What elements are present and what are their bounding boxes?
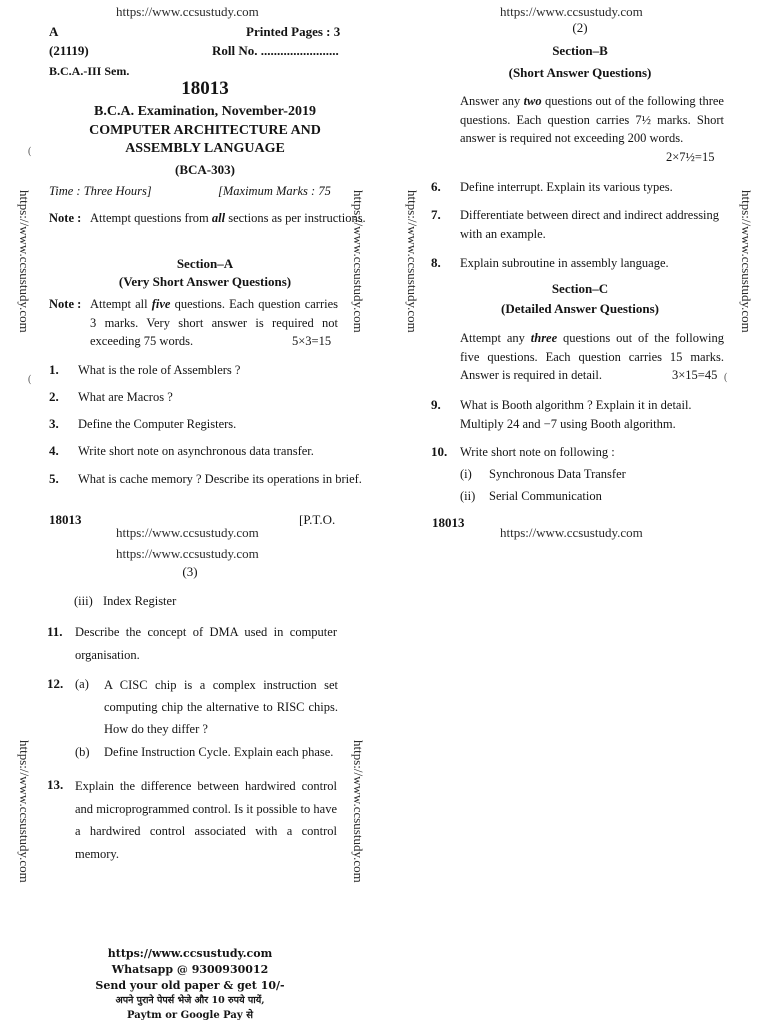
watermark-url-center-left-top: https://www.ccsustudy.com <box>351 190 366 333</box>
paper-code: 18013 <box>181 78 229 99</box>
question-text: What is cache memory ? Describe its operations in brief. <box>78 472 362 486</box>
semester: B.C.A.-III Sem. <box>49 64 130 78</box>
question-text: Write short note on following : <box>460 445 615 459</box>
note2-marks: 5×3=15 <box>292 334 332 348</box>
page2-number: (2) <box>572 20 588 35</box>
question-number: 2. <box>49 389 59 404</box>
subject-title-1: COMPUTER ARCHITECTURE AND <box>89 123 321 138</box>
section-c-instructions: Attempt any three questions out of the following five questions. Each question carries 15 marks. Answer is required in detail. <box>460 331 724 382</box>
paper-number: (21119) <box>49 43 89 58</box>
course-code: (BCA-303) <box>175 162 235 177</box>
question-number: 10. <box>431 444 448 459</box>
question-text: Explain the difference between hardwired control and microprogrammed control. Is it possible to have a hardwired control associated with a control memory. <box>75 779 337 861</box>
question-number: 8. <box>431 255 441 270</box>
roll-number-field: Roll No. ........................ <box>212 43 339 58</box>
section-b-subtitle: (Short Answer Questions) <box>508 65 652 80</box>
question-number: 3. <box>49 416 59 431</box>
question-text: Describe the concept of DMA used in computer organisation. <box>75 625 337 662</box>
section-b-title: Section–B <box>552 43 608 58</box>
promo-offer: Send your old paper & get 10/- <box>95 979 285 992</box>
header-url-left[interactable]: https://www.ccsustudy.com <box>116 4 259 19</box>
watermark-url-left-bottom: https://www.ccsustudy.com <box>17 740 32 883</box>
question-number: 9. <box>431 397 441 412</box>
page3-number: (3) <box>182 564 198 579</box>
question-number: 5. <box>49 471 59 486</box>
time-allowed: Time : Three Hours] <box>49 184 152 198</box>
exam-title: B.C.A. Examination, November-2019 <box>94 104 316 119</box>
question-number: 6. <box>431 179 441 194</box>
promo-whatsapp: Whatsapp @ 9300930012 <box>111 963 269 976</box>
page1-footer-url[interactable]: https://www.ccsustudy.com <box>116 525 259 540</box>
page1-footer-code: 18013 <box>49 512 82 527</box>
scan-mark: ( <box>28 374 32 385</box>
section-b-instructions: Answer any two questions out of the following three questions. Each question carries 7½ marks. Short answer is required not exceeding 200 words. <box>460 94 724 145</box>
promo-offer-hindi: अपने पुराने पेपर्स भेजे और 10 रुपये पायें, <box>115 995 265 1006</box>
watermark-url-center-bottom: https://www.ccsustudy.com <box>351 740 366 883</box>
section-c-title: Section–C <box>551 281 609 296</box>
watermark-url-center-right-top: https://www.ccsustudy.com <box>405 190 420 333</box>
header-url-right[interactable]: https://www.ccsustudy.com <box>500 4 643 19</box>
maximum-marks: [Maximum Marks : 75 <box>218 184 331 198</box>
question-number: 7. <box>431 207 441 222</box>
sub-item-text: Index Register <box>103 594 177 608</box>
section-c-subtitle: (Detailed Answer Questions) <box>501 301 659 316</box>
section-a-subtitle: (Very Short Answer Questions) <box>118 274 292 289</box>
page1-footer-pto: [P.T.O. <box>299 512 336 527</box>
note2-text: Attempt all five questions. Each question carries 3 marks. Very short answer is required not exceeding 75 words. <box>90 297 338 348</box>
note-text: Attempt questions from all sections as per instructions. <box>90 211 366 225</box>
question-text: What is Booth algorithm ? Explain it in detail. Multiply 24 and −7 using Booth algorithm. <box>460 398 692 431</box>
page3-header-url[interactable]: https://www.ccsustudy.com <box>116 546 259 561</box>
page2-footer-url[interactable]: https://www.ccsustudy.com <box>500 525 643 540</box>
question-text: Differentiate between direct and indirect addressing with an example. <box>460 208 720 241</box>
note2-label: Note : <box>49 297 82 311</box>
question-text: Write short note on asynchronous data transfer. <box>78 444 314 458</box>
promo-payment: Paytm or Google Pay से <box>127 1010 253 1021</box>
question-text: What are Macros ? <box>78 390 173 404</box>
scan-mark: ( <box>28 146 32 157</box>
section-a-title: Section–A <box>176 256 234 271</box>
question-number: 12. <box>47 676 64 691</box>
note-label: Note : <box>49 211 82 225</box>
watermark-url-right-top: https://www.ccsustudy.com <box>739 190 754 333</box>
watermark-url-left-top: https://www.ccsustudy.com <box>17 190 32 333</box>
sub-item-number: (ii) <box>460 489 476 503</box>
question-number: 11. <box>47 624 63 639</box>
sub-item-number: (i) <box>460 467 472 481</box>
question-number: 13. <box>47 777 64 792</box>
sub-item-text: Synchronous Data Transfer <box>489 467 626 481</box>
question-text: Define interrupt. Explain its various types. <box>460 180 673 194</box>
promo-url[interactable]: https://www.ccsustudy.com <box>107 947 273 960</box>
sub-question-number: (b) <box>75 745 90 759</box>
question-number: 4. <box>49 443 59 458</box>
printed-pages: Printed Pages : 3 <box>246 24 341 39</box>
set-code: A <box>49 24 59 39</box>
question-text: What is the role of Assemblers ? <box>78 363 241 377</box>
sub-question-text: Define Instruction Cycle. Explain each phase. <box>104 745 334 759</box>
question-number: 1. <box>49 362 59 377</box>
scan-mark: ( <box>724 372 728 383</box>
sub-question-number: (a) <box>75 677 89 691</box>
question-text: Explain subroutine in assembly language. <box>460 256 669 270</box>
sub-question-text: A CISC chip is a complex instruction set computing chip the alternative to RISC chips. How do they differ ? <box>104 678 338 736</box>
sub-item-text: Serial Communication <box>489 489 602 503</box>
sub-item-number: (iii) <box>74 594 93 608</box>
subject-title-2: ASSEMBLY LANGUAGE <box>125 141 285 156</box>
section-c-marks: 3×15=45 <box>672 368 718 382</box>
page2-footer-code: 18013 <box>432 515 465 530</box>
question-text: Define the Computer Registers. <box>78 417 237 431</box>
section-b-marks: 2×7½=15 <box>666 150 715 164</box>
